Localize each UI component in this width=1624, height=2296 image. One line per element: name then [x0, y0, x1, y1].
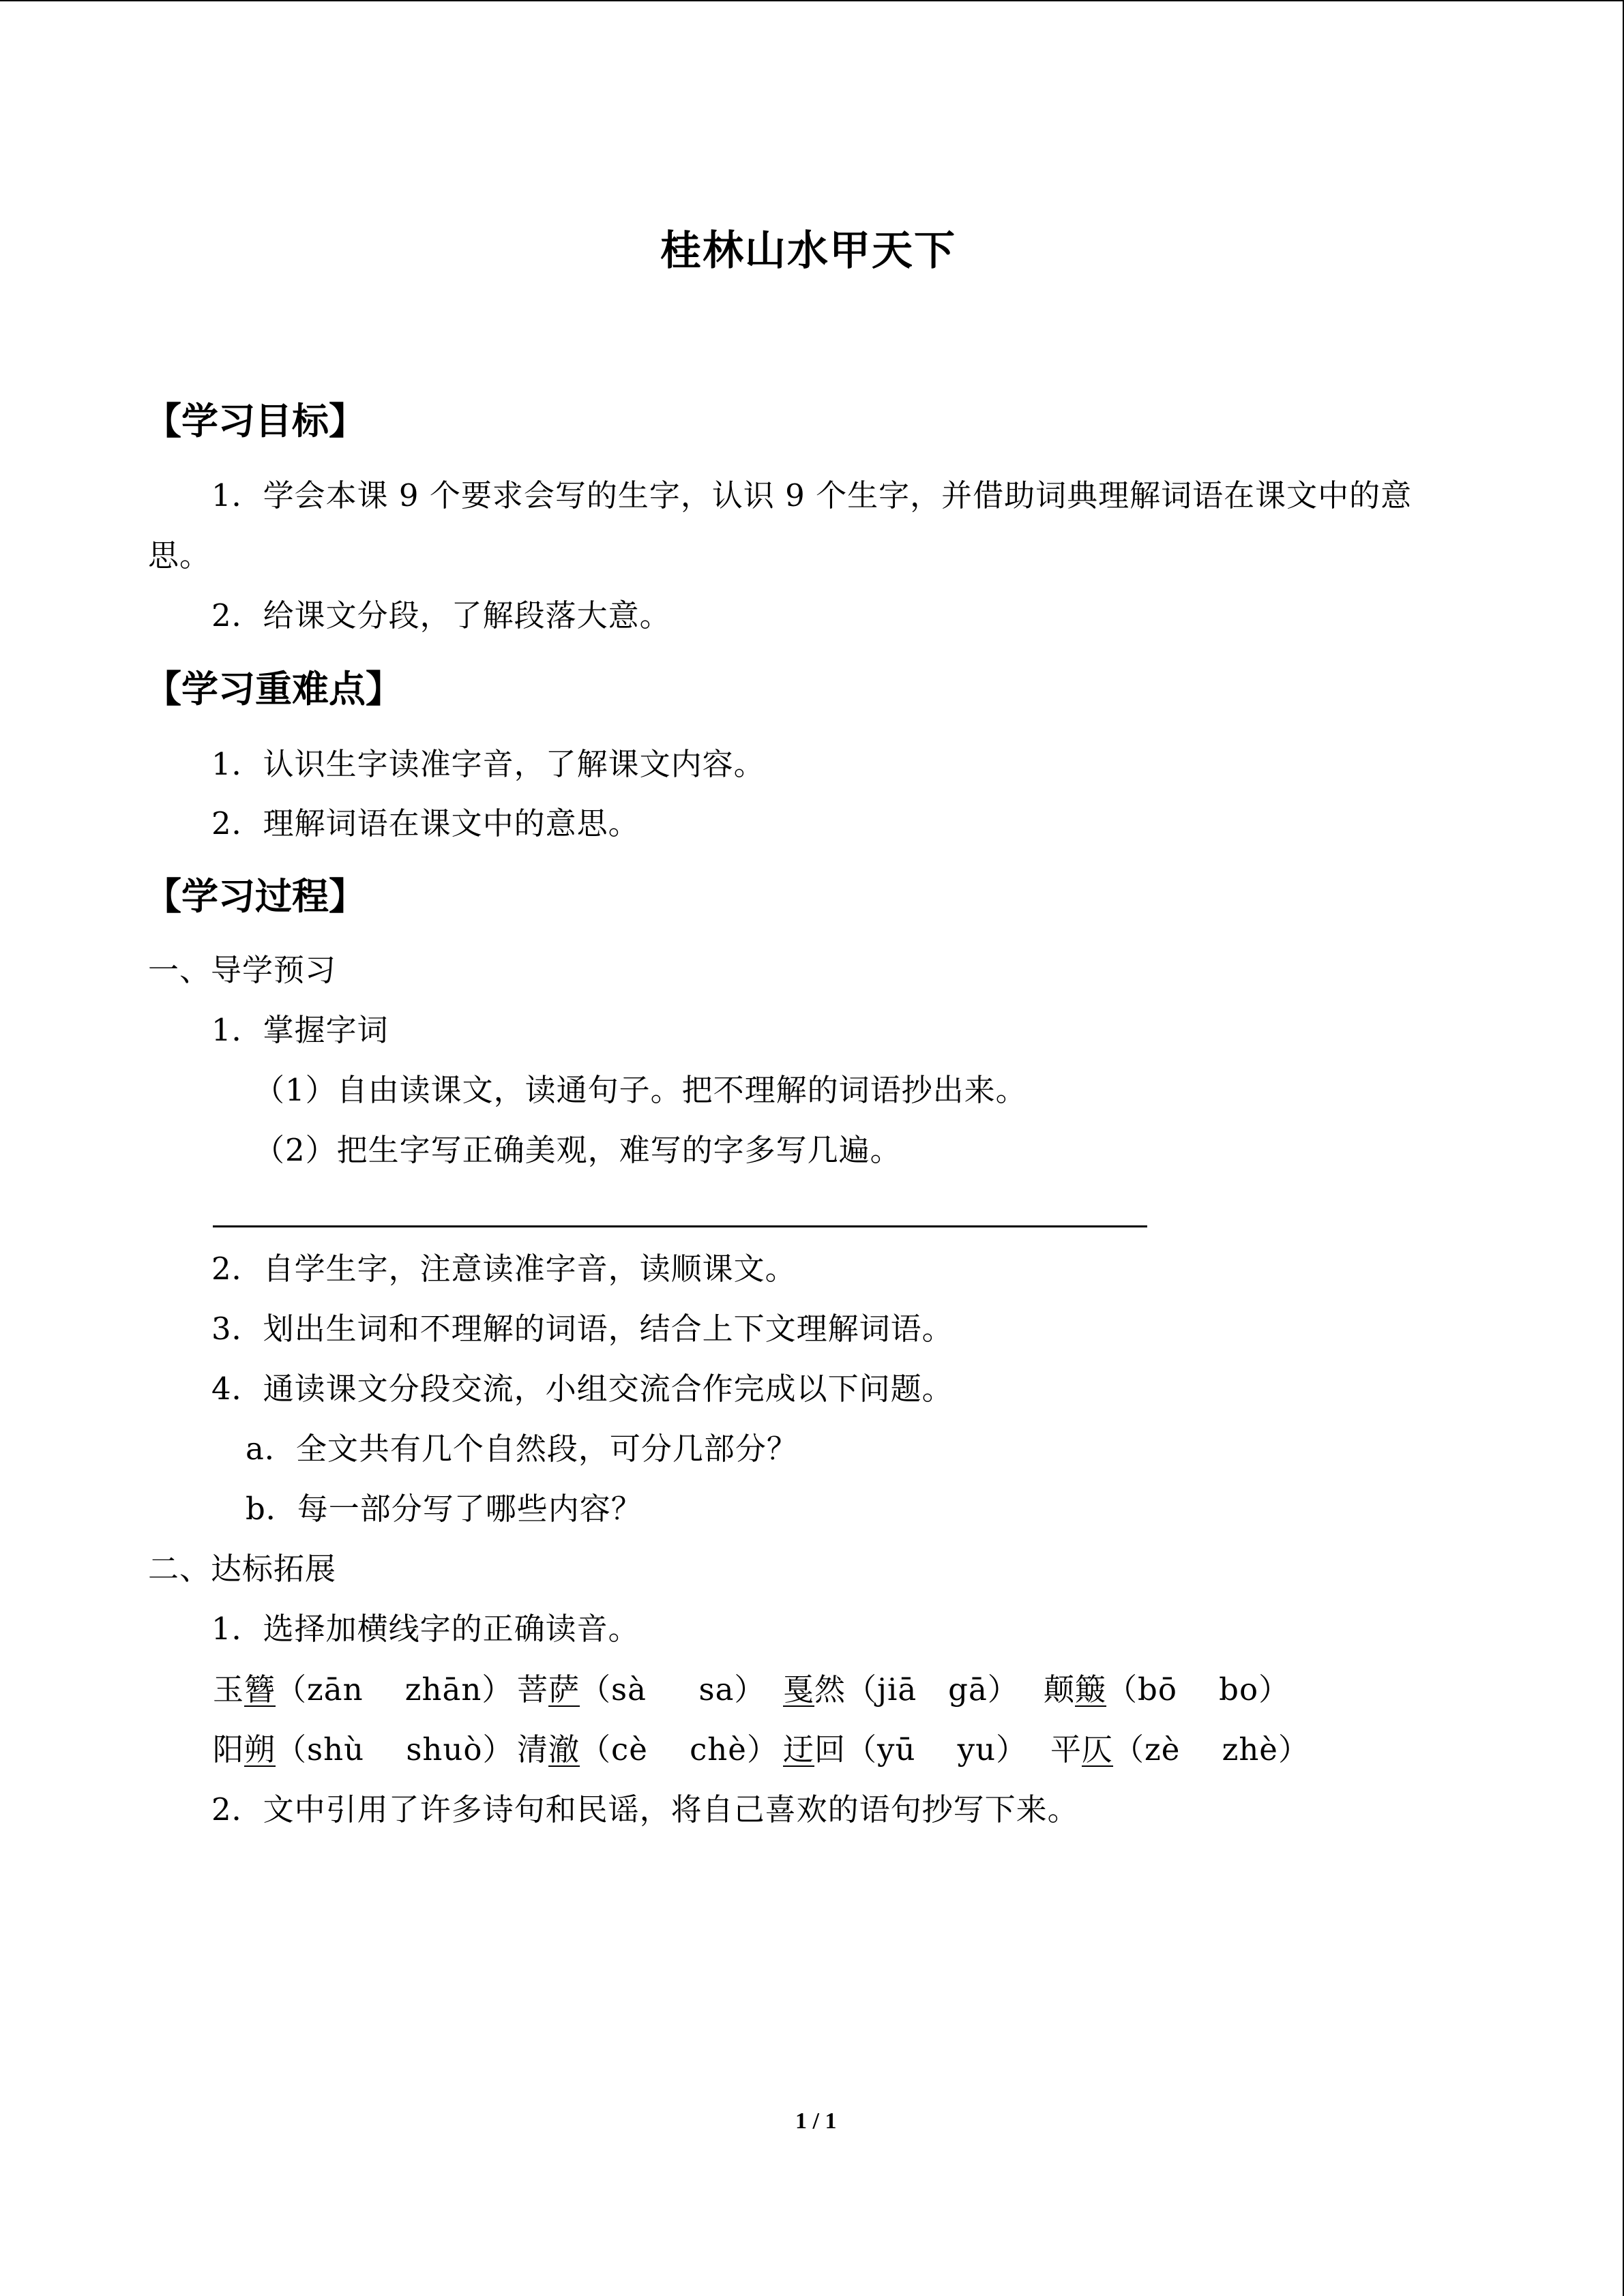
page-number: 1 / 1 [795, 2108, 837, 2134]
answer-line [213, 1225, 1147, 1227]
part1-item-3: 3．划出生词和不理解的词语，结合上下文理解词语。 [211, 1311, 954, 1347]
part2-title: 二、达标拓展 [148, 1551, 337, 1587]
part1-title: 一、导学预习 [148, 952, 337, 988]
key-points-heading: 【学习重难点】 [145, 668, 402, 711]
process-heading: 【学习过程】 [145, 875, 366, 918]
part1-question-b: b．每一部分写了哪些内容？ [246, 1491, 643, 1527]
part1-item-2: 2．自学生字，注意读准字音，读顺课文。 [211, 1251, 797, 1287]
pinyin-choice: 颠簸（bō bo） [1044, 1671, 1290, 1708]
key-points-item-1: 1．认识生字读准字音，了解课文内容。 [211, 746, 765, 782]
goals-item-1-line-2: 思。 [148, 537, 211, 573]
goals-heading: 【学习目标】 [145, 400, 366, 443]
part2-item-1: 1．选择加横线字的正确读音。 [211, 1611, 640, 1647]
part2-item-2: 2．文中引用了许多诗句和民谣，将自己喜欢的语句抄写下来。 [211, 1791, 1079, 1828]
pinyin-choice: 迂回（yū yu） [783, 1731, 1028, 1768]
goals-item-1-line-1: 1．学会本课 9 个要求会写的生字，认识 9 个生字，并借助词典理解词语在课文中的意 [211, 477, 1413, 513]
part1-item-1: 1．掌握字词 [211, 1012, 389, 1048]
pinyin-choice: 戛然（jiā gā） [783, 1671, 1019, 1708]
part1-question-a: a．全文共有几个自然段，可分几部分？ [246, 1431, 798, 1467]
key-points-item-2: 2．理解词语在课文中的意思。 [211, 805, 640, 841]
part1-item-4: 4．通读课文分段交流，小组交流合作完成以下问题。 [211, 1371, 954, 1407]
pinyin-choice: 玉簪（zān zhān） [213, 1671, 514, 1708]
pinyin-choice: 平仄（zè zhè） [1050, 1731, 1310, 1768]
part1-sub-1: （1）自由读课文，读通句子。把不理解的词语抄出来。 [254, 1072, 1027, 1108]
document-title: 桂林山水甲天下 [660, 227, 956, 275]
part1-sub-2: （2）把生字写正确美观，难写的字多写几遍。 [254, 1132, 902, 1168]
pinyin-choice: 阳朔（shù shuò） [213, 1731, 514, 1768]
pinyin-choice: 清澈（cè chè） [517, 1731, 778, 1768]
pinyin-choice: 菩萨（sà sa） [517, 1671, 766, 1708]
goals-item-2: 2．给课文分段，了解段落大意。 [211, 597, 671, 633]
